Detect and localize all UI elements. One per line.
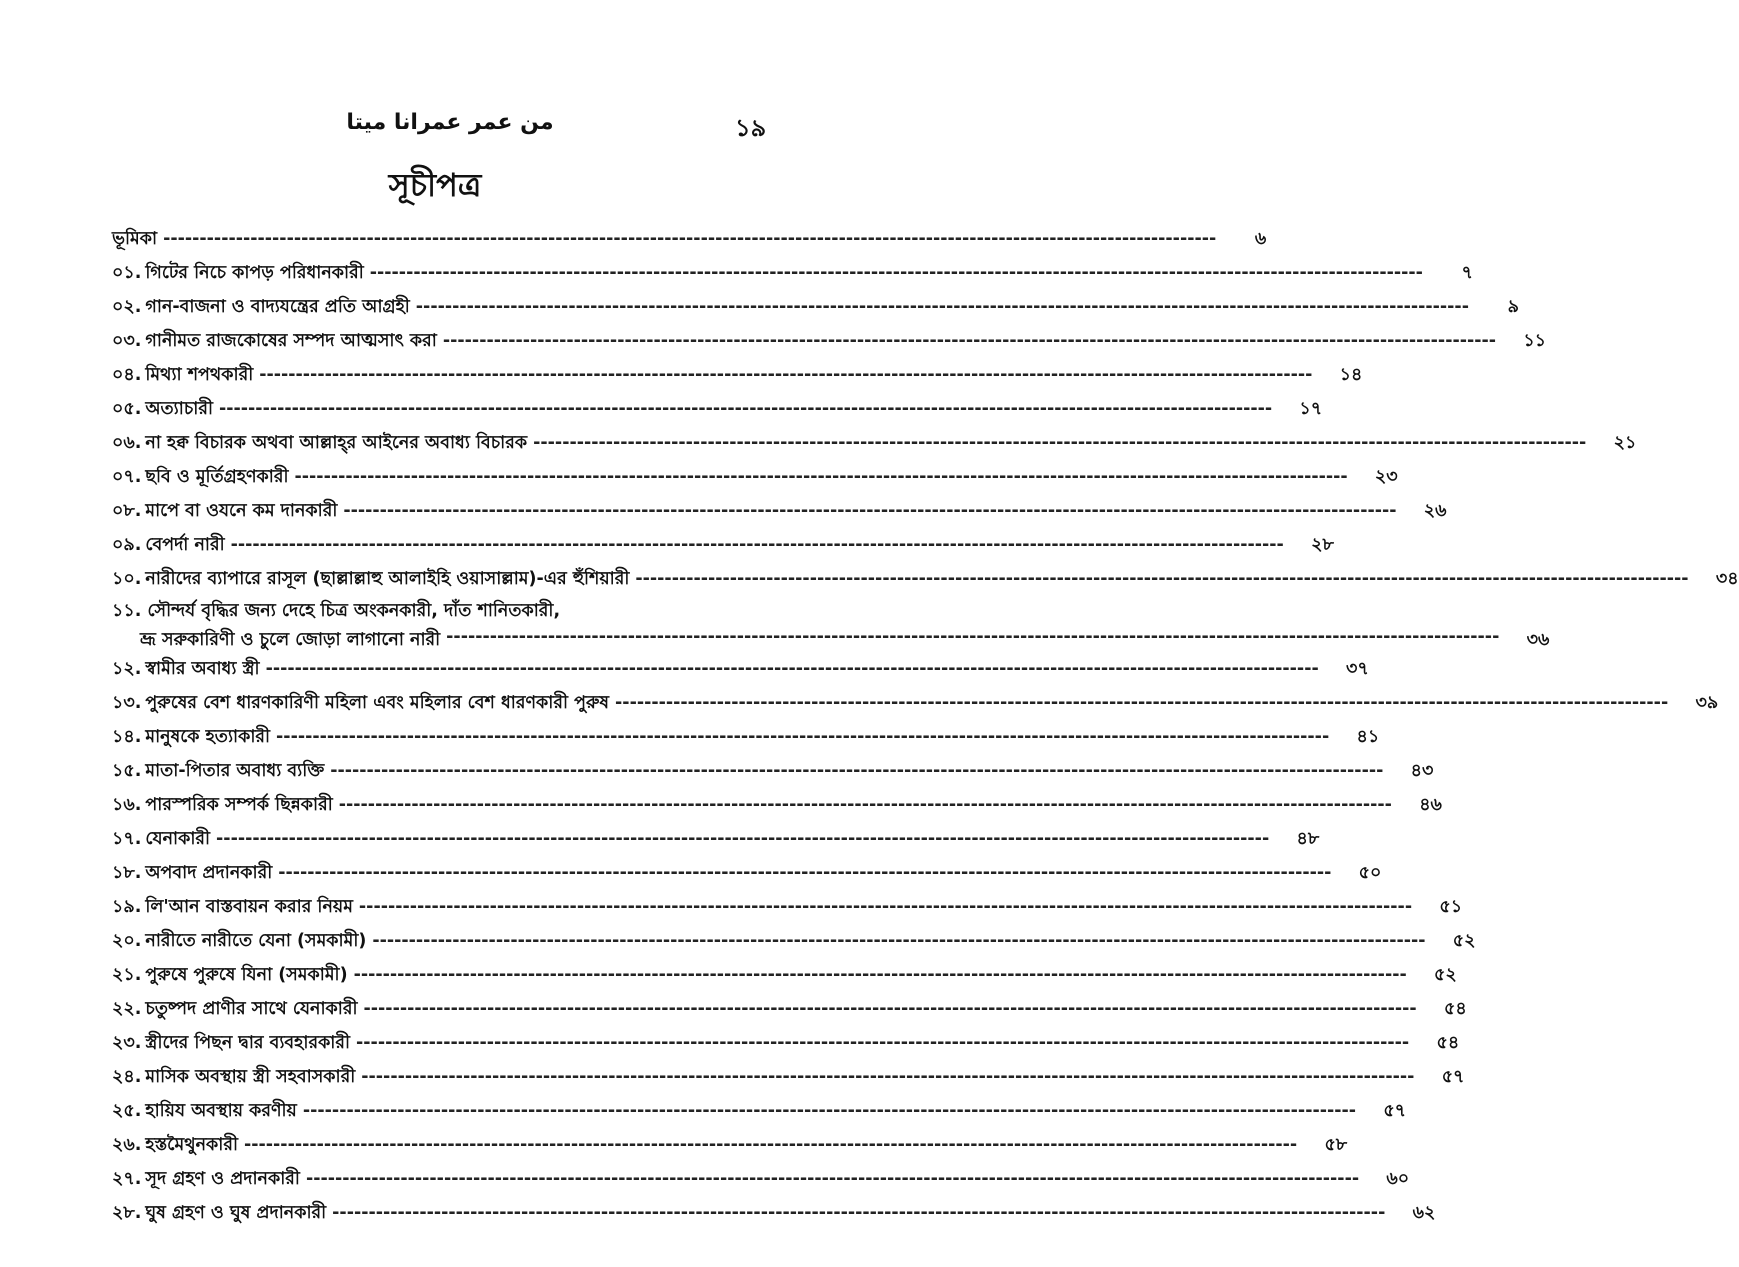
toc-entry bbox=[112, 962, 1457, 996]
leader-dashes bbox=[372, 931, 1425, 951]
toc-entry-label: বেপর্দা নারী bbox=[145, 535, 225, 555]
toc-entry-number: ০৮. bbox=[112, 501, 142, 521]
leader-dashes bbox=[295, 467, 1348, 487]
toc-entry bbox=[112, 1064, 1465, 1098]
leader-dashes bbox=[533, 433, 1586, 453]
leader-dashes bbox=[364, 999, 1417, 1019]
toc-entry bbox=[112, 226, 1267, 260]
toc-entry-text bbox=[112, 598, 1505, 656]
leader-dashes bbox=[446, 627, 1499, 656]
leader-dashes bbox=[356, 1033, 1409, 1053]
toc-entry-number: ২৬. bbox=[112, 1135, 142, 1155]
toc-entry-label: পুরুষে পুরুষে যিনা (সমকামী) bbox=[145, 965, 348, 985]
leader-dashes bbox=[259, 365, 1312, 385]
toc-entry-page: ১৭ bbox=[1299, 399, 1323, 419]
toc-entry-line1 bbox=[112, 598, 1505, 627]
toc-entry-label: হস্তমৈথুনকারী bbox=[145, 1135, 238, 1155]
toc-entry bbox=[112, 294, 1519, 328]
toc-entry-page: ৫৪ bbox=[1436, 1033, 1460, 1053]
toc-entry-page: ২৮ bbox=[1311, 535, 1334, 555]
leader-dashes bbox=[278, 863, 1331, 883]
page-number: ১৯ bbox=[735, 114, 767, 142]
leader-dashes bbox=[163, 229, 1216, 249]
toc-entry-number: ০৩. bbox=[112, 331, 142, 351]
toc-entry-page: ৫২ bbox=[1452, 931, 1476, 951]
toc-entry bbox=[112, 1098, 1407, 1132]
toc-entry-page: ২৬ bbox=[1423, 501, 1447, 521]
leader-dashes bbox=[361, 1067, 1414, 1087]
toc-entry bbox=[112, 532, 1334, 566]
toc-entry-label: ছবি ও মূর্তিগ্রহণকারী bbox=[145, 467, 289, 487]
toc-entry-number: ১১. bbox=[112, 601, 142, 621]
toc-entry bbox=[112, 1200, 1436, 1234]
toc-entry bbox=[112, 600, 1550, 656]
toc-entry-number: ০৭. bbox=[112, 467, 142, 487]
toc-entry-label: পারস্পরিক সম্পর্ক ছিন্নকারী bbox=[145, 795, 333, 815]
toc-entry-number: ২০. bbox=[112, 931, 142, 951]
toc-entry-number: ২৪. bbox=[112, 1067, 142, 1087]
toc-entry bbox=[112, 826, 1320, 860]
toc-entry-label: যেনাকারী bbox=[145, 829, 211, 849]
toc-entry bbox=[112, 396, 1323, 430]
toc-entry bbox=[112, 1166, 1410, 1200]
toc-entry-number: ০৯. bbox=[112, 535, 142, 555]
toc-entry bbox=[112, 328, 1547, 362]
leader-dashes bbox=[354, 965, 1407, 985]
toc-entry-page: ২১ bbox=[1613, 433, 1637, 453]
toc-entry-number: ১৪. bbox=[112, 727, 142, 747]
toc-entry bbox=[112, 996, 1467, 1030]
toc-entry-page: ৯ bbox=[1507, 297, 1519, 317]
toc-entry-page: ৪৬ bbox=[1419, 795, 1442, 815]
page-header bbox=[0, 0, 870, 150]
toc-entry-page: ৫১ bbox=[1439, 897, 1463, 917]
leader-dashes bbox=[343, 501, 1396, 521]
toc-entry bbox=[112, 724, 1380, 758]
toc-entry bbox=[112, 1132, 1348, 1166]
toc-entry-number: ২৫. bbox=[112, 1101, 142, 1121]
toc-entry-number: ০২. bbox=[112, 297, 142, 317]
toc-entry-label: সূদ গ্রহণ ও প্রদানকারী bbox=[145, 1169, 300, 1189]
toc-entry-label: না হক্ব বিচারক অথবা আল্লাহ্‌র আইনের অবাধ্য বিচারক bbox=[145, 433, 528, 453]
toc-entry-page: ৩৪ bbox=[1715, 569, 1739, 589]
toc-entry-page: ৪৮ bbox=[1296, 829, 1320, 849]
toc-entry bbox=[112, 792, 1442, 826]
toc-entry-number: ২৭. bbox=[112, 1169, 142, 1189]
running-header-arabic: من عمر عمرانا ميتا bbox=[346, 110, 554, 135]
toc-entry-page: ৫৮ bbox=[1324, 1135, 1348, 1155]
toc-entry bbox=[112, 1030, 1460, 1064]
toc-entry-label: স্বামীর অবাধ্য স্ত্রী bbox=[145, 659, 260, 679]
toc-entry bbox=[112, 656, 1369, 690]
toc-entry-page: ২৩ bbox=[1374, 467, 1398, 487]
leader-dashes bbox=[306, 1169, 1359, 1189]
toc-entry-label: স্ত্রীদের পিছন দ্বার ব্যবহারকারী bbox=[145, 1033, 351, 1053]
toc-entry-page: ৫৭ bbox=[1441, 1067, 1465, 1087]
toc-title: সূচীপত্র bbox=[388, 166, 482, 204]
toc-entry-label: মাতা-পিতার অবাধ্য ব্যক্তি bbox=[145, 761, 325, 781]
toc-entry-label: সৌন্দর্য বৃদ্ধির জন্য দেহে চিত্র অংকনকারী, দাঁত শানিতকারী, bbox=[147, 601, 561, 621]
toc-entry-label: পুরুষের বেশ ধারণকারিণী মহিলা এবং মহিলার বেশ ধারণকারী পুরুষ bbox=[145, 693, 610, 713]
toc-entry bbox=[112, 464, 1398, 498]
toc-entry-label: নারীতে নারীতে যেনা (সমকামী) bbox=[145, 931, 367, 951]
toc-entry-number: ০৬. bbox=[112, 433, 142, 453]
leader-dashes bbox=[359, 897, 1412, 917]
toc-entry-page: ৫০ bbox=[1358, 863, 1382, 883]
toc-entry bbox=[112, 894, 1463, 928]
toc-entry bbox=[112, 260, 1473, 294]
toc-entry-number: ১৩. bbox=[112, 693, 142, 713]
toc-entry-number: ২৩. bbox=[112, 1033, 142, 1053]
toc-entry-label-continued: ভ্রূ সরুকারিণী ও চুলে জোড়া লাগানো নারী bbox=[140, 630, 441, 650]
toc-entry-page: ৬ bbox=[1254, 229, 1267, 249]
toc-entry-label: মাসিক অবস্থায় স্ত্রী সহবাসকারী bbox=[145, 1067, 356, 1087]
toc-entry bbox=[112, 860, 1382, 894]
toc-entry-number: ১২. bbox=[112, 659, 142, 679]
toc-entry-label: মিথ্যা শপথকারী bbox=[145, 365, 254, 385]
toc-entry-label: মানুষকে হত্যাকারী bbox=[145, 727, 271, 747]
toc-entry-page: ৩৯ bbox=[1695, 693, 1719, 713]
toc-entry-page: ৬২ bbox=[1412, 1203, 1436, 1223]
toc-entry-number: ০৫. bbox=[112, 399, 142, 419]
toc-entry-page: ১১ bbox=[1523, 331, 1547, 351]
toc-entry-number: ১৮. bbox=[112, 863, 142, 883]
leader-dashes bbox=[330, 761, 1383, 781]
toc-entry-page: ৩৬ bbox=[1526, 630, 1550, 650]
toc-entry-label: নারীদের ব্যাপারে রাসূল (ছাল্লাল্লাহু আলাইহি ওয়াসাল্লাম)-এর হুঁশিয়ারী bbox=[145, 569, 630, 589]
toc-entry-page: ৪১ bbox=[1356, 727, 1380, 747]
toc-entry bbox=[112, 498, 1447, 532]
toc-entry-label: হায়িয অবস্থায় করণীয় bbox=[145, 1101, 297, 1121]
toc-entry bbox=[112, 362, 1363, 396]
toc-entry-number: ২২. bbox=[112, 999, 142, 1019]
leader-dashes bbox=[370, 263, 1423, 283]
toc-entry bbox=[112, 690, 1719, 724]
leader-dashes bbox=[615, 693, 1668, 713]
toc-entry-number: ১৬. bbox=[112, 795, 142, 815]
toc-entry-label: ঘুষ গ্রহণ ও ঘুষ প্রদানকারী bbox=[145, 1203, 327, 1223]
leader-dashes bbox=[216, 829, 1269, 849]
toc-entry-label: লি'আন বাস্তবায়ন করার নিয়ম bbox=[145, 897, 353, 917]
leader-dashes bbox=[635, 569, 1688, 589]
leader-dashes bbox=[339, 795, 1392, 815]
toc-entry-label: অত্যাচারী bbox=[145, 399, 213, 419]
toc-entry-number: ১৭. bbox=[112, 829, 142, 849]
leader-dashes bbox=[231, 535, 1284, 555]
leader-dashes bbox=[266, 659, 1319, 679]
toc-entry bbox=[112, 566, 1739, 600]
toc-entry bbox=[112, 430, 1637, 464]
toc-entry-page: ১৪ bbox=[1339, 365, 1363, 385]
toc-entry bbox=[112, 758, 1434, 792]
toc-entry bbox=[112, 928, 1476, 962]
toc-entry-label: গান-বাজনা ও বাদ্যযন্ত্রের প্রতি আগ্রহী bbox=[145, 297, 410, 317]
toc-entry-page: ৭ bbox=[1461, 263, 1473, 283]
toc-entry-number: ২১. bbox=[112, 965, 142, 985]
toc-entry-number: ১৯. bbox=[112, 897, 142, 917]
toc-entry-page: ৪৩ bbox=[1410, 761, 1434, 781]
toc-entry-number: ১৫. bbox=[112, 761, 142, 781]
toc-entry-page: ৫৭ bbox=[1383, 1101, 1407, 1121]
toc-entry-number: ১০. bbox=[112, 569, 142, 589]
leader-dashes bbox=[244, 1135, 1297, 1155]
leader-dashes bbox=[276, 727, 1329, 747]
leader-dashes bbox=[303, 1101, 1356, 1121]
leader-dashes bbox=[219, 399, 1272, 419]
toc-entry-number: ০৪. bbox=[112, 365, 142, 385]
leader-dashes bbox=[443, 331, 1496, 351]
toc-entry-label: গিটের নিচে কাপড় পরিধানকারী bbox=[145, 263, 364, 283]
leader-dashes bbox=[416, 297, 1469, 317]
toc-entry-page: ৩৭ bbox=[1345, 659, 1369, 679]
toc-entry-page: ৬০ bbox=[1386, 1169, 1410, 1189]
toc-entry-label: গানীমত রাজকোষের সম্পদ আত্মসাৎ করা bbox=[145, 331, 437, 351]
toc-entry-page: ৫২ bbox=[1434, 965, 1457, 985]
toc-entry-label: ভূমিকা bbox=[112, 229, 158, 249]
toc-entry-label: চতুষ্পদ প্রাণীর সাথে যেনাকারী bbox=[145, 999, 358, 1019]
leader-dashes bbox=[332, 1203, 1385, 1223]
toc-entry-label: অপবাদ প্রদানকারী bbox=[145, 863, 273, 883]
toc-entry-number: ২৮. bbox=[112, 1203, 142, 1223]
toc-entry-line2 bbox=[112, 627, 1505, 656]
toc-entry-number: ০১. bbox=[112, 263, 142, 283]
toc-entry-page: ৫৪ bbox=[1443, 999, 1467, 1019]
table-of-contents bbox=[112, 226, 1739, 1234]
toc-entry-label: মাপে বা ওযনে কম দানকারী bbox=[145, 501, 338, 521]
